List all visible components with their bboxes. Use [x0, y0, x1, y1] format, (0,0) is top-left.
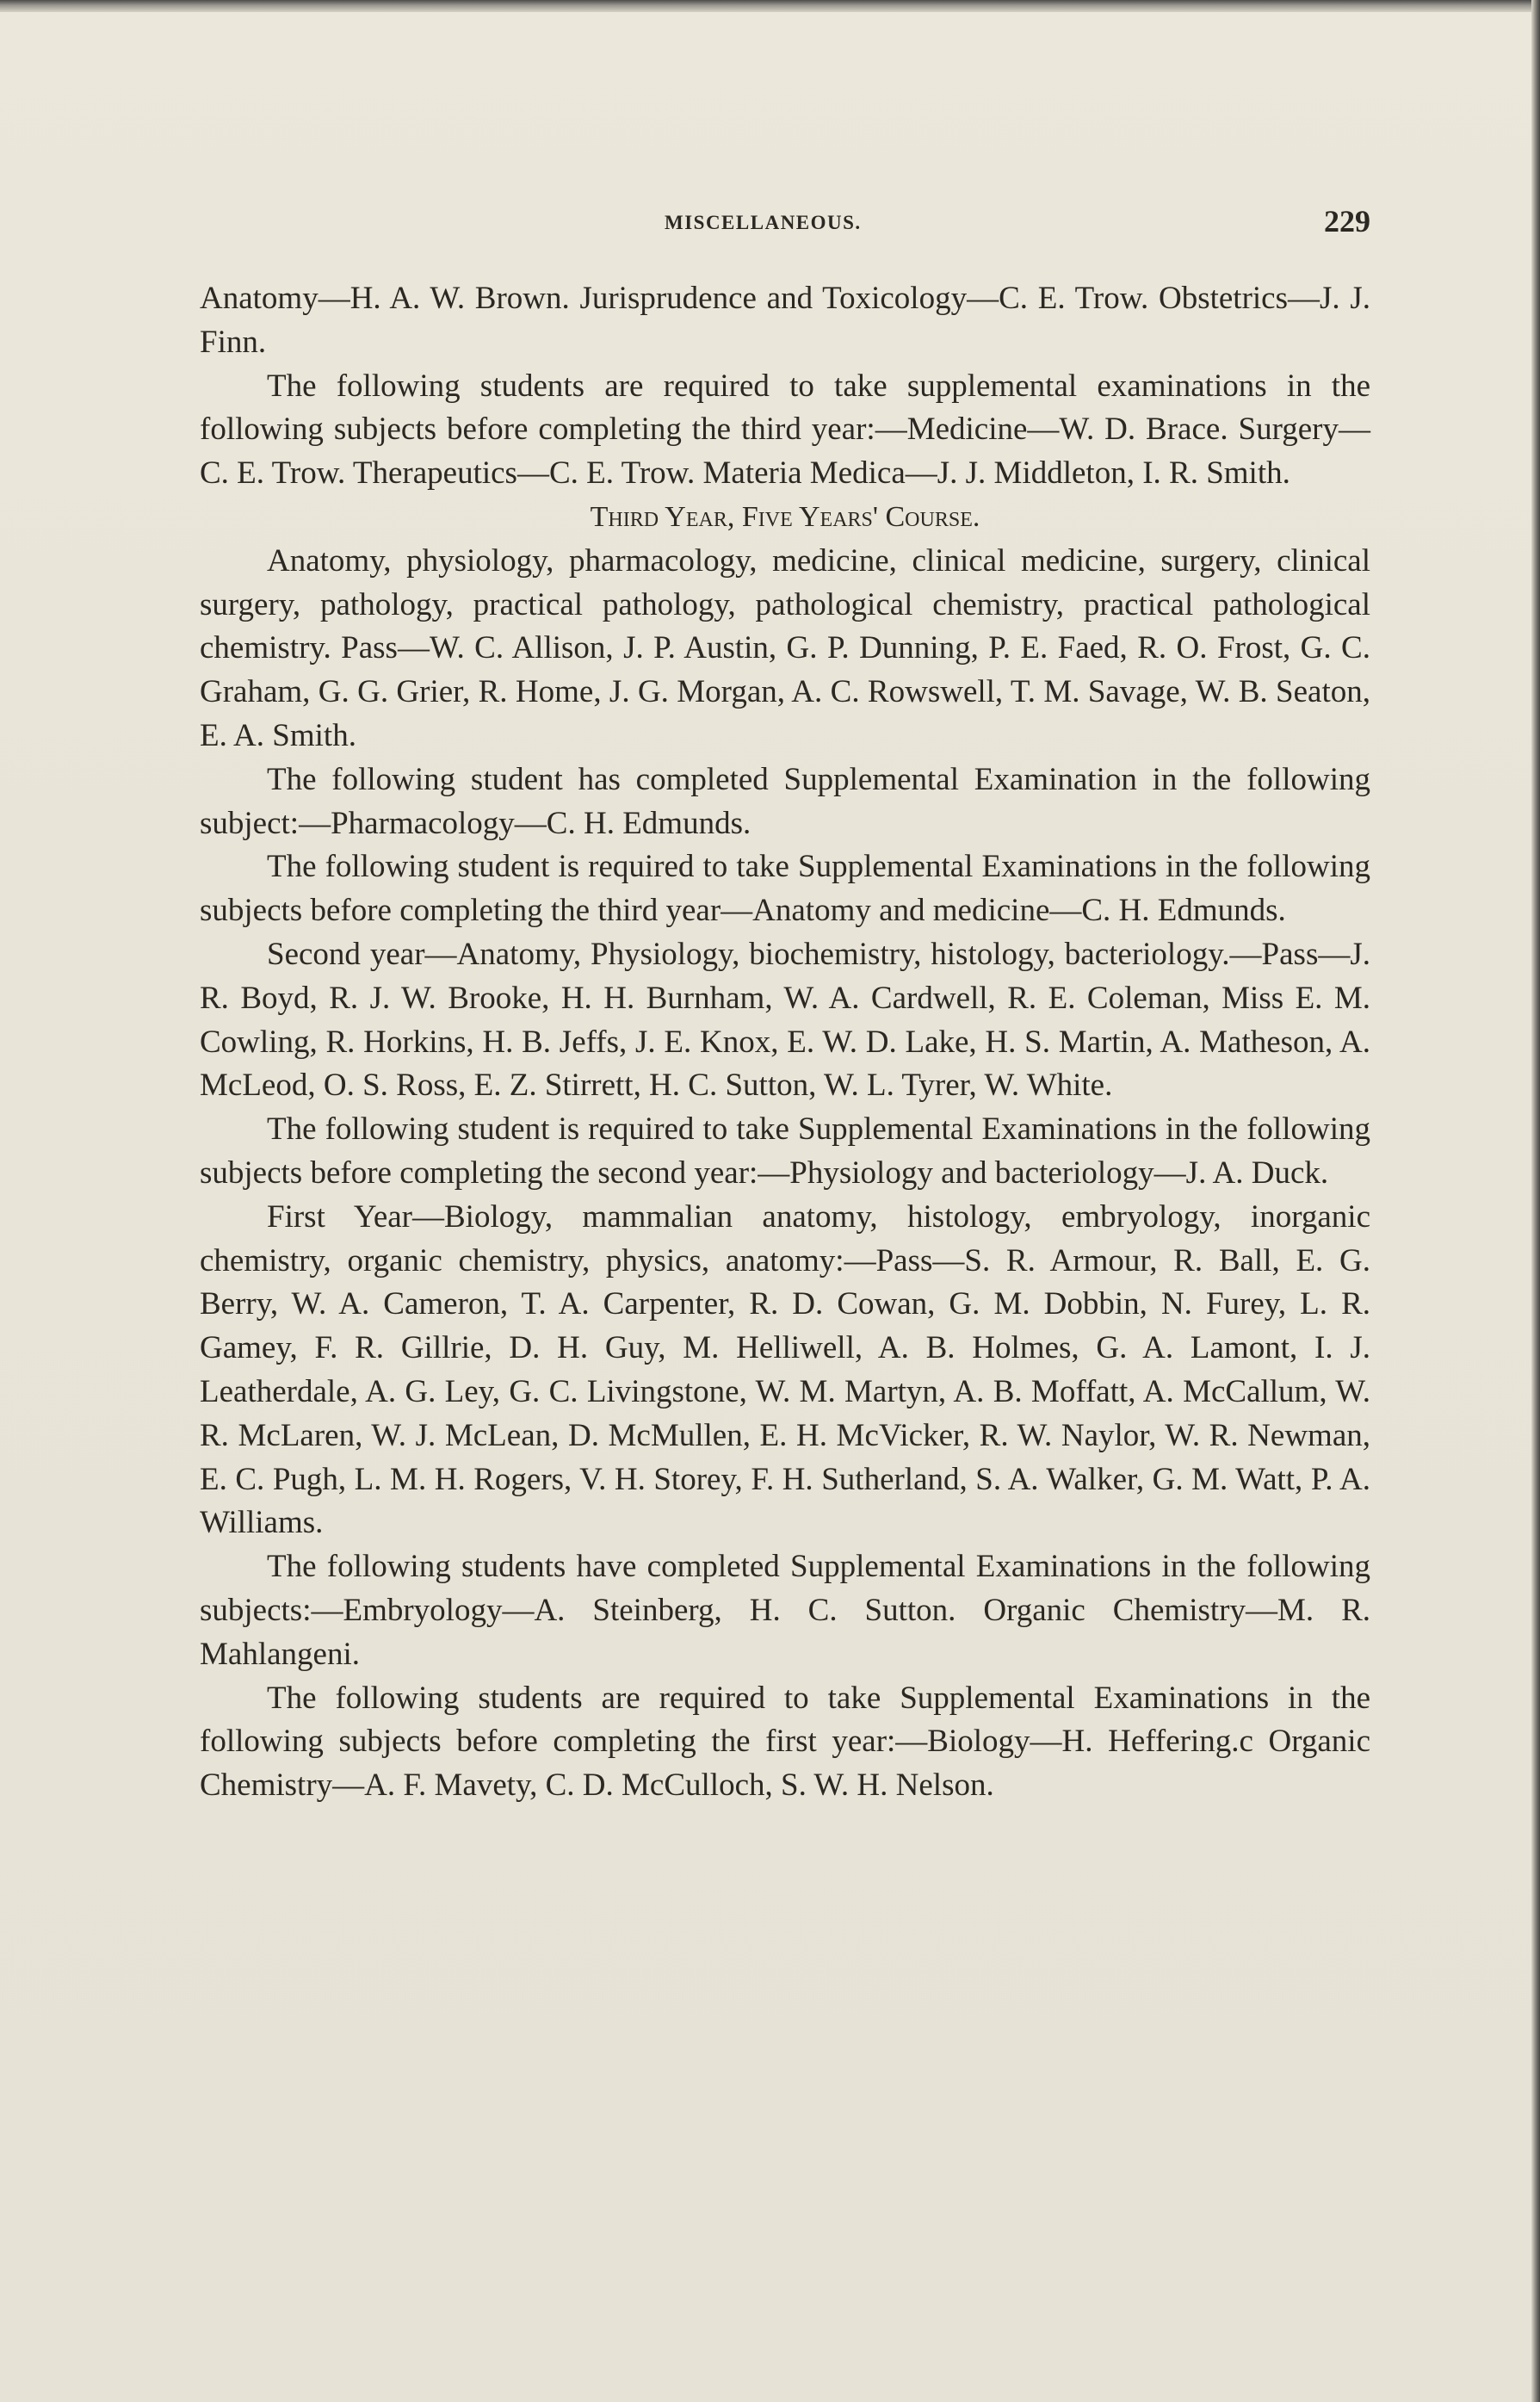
- paragraph-supplemental-third-year: The following students are required to take supplemental examinations in the following subjects before completing the third year:—Medicine—W. D. Brace. Surgery—C. E. Trow. Therapeutics—C. E. Trow. Materia Medica—J. J. Middleton, I. R. Smith.: [200, 368, 1370, 492]
- page-content: [200, 203, 1370, 1808]
- paragraph-second-year-pass-list: Second year—Anatomy, Physiology, biochemistry, histology, bacteriology.—Pass—J. R. Boyd, R. J. W. Brooke, H. H. Burnham, W. A. Cardwell, R. E. Coleman, Miss E. M. Cowling, R. Horkins, H. B. Jeffs, J. E. Knox, E. W. D. Lake, H. S. Martin, A. Matheson, A. McLeod, O. S. Ross, E. Z. Stirrett, H. C. Sutton, W. L. Tyrer, W. White.: [200, 936, 1370, 1104]
- page-number: 229: [1324, 204, 1370, 238]
- paragraph-required-supplemental-third: The following student is required to take Supplemental Examinations in the following subjects before completing the third year—Anatomy and medicine—C. H. Edmunds.: [200, 849, 1370, 929]
- running-head: [200, 203, 1370, 255]
- paragraph-required-supplemental-second: The following student is required to take Supplemental Examinations in the following subjects before completing the second year:—Physiology and bacteriology—J. A. Duck.: [200, 1111, 1370, 1191]
- paragraph-continued: Anatomy—H. A. W. Brown. Jurisprudence and Toxicology—C. E. Trow. Obstetrics—J. J. Finn.: [200, 281, 1370, 360]
- paragraph-completed-supplemental-first: The following students have completed Supplemental Examinations in the following subjects:—Embryology—A. Steinberg, H. C. Sutton. Organic Chemistry—M. R. Mahlangeni.: [200, 1549, 1370, 1672]
- paragraph-required-supplemental-first: The following students are required to take Supplemental Examinations in the following subjects before completing the first year:—Biology—H. Heffering.c Organic Chemistry—A. F. Mavety, C. D. McCulloch, S. W. H. Nelson.: [200, 1680, 1370, 1804]
- section-title: MISCELLANEOUS.: [665, 212, 862, 233]
- page-right-edge: [1531, 0, 1540, 2402]
- body-text: [200, 277, 1370, 1808]
- page-top-edge: [0, 0, 1540, 12]
- subheading-third-year-five-years-course: Third Year, Five Years' Course.: [590, 500, 980, 533]
- paragraph-third-year-pass-list: Anatomy, physiology, pharmacology, medicine, clinical medicine, surgery, clinical surgery, pathology, practical pathology, pathological chemistry, practical pathological chemistry. Pass—W. C. Allison, J. P. Austin, G. P. Dunning, P. E. Faed, R. O. Frost, G. C. Graham, G. G. Grier, R. Home, J. G. Morgan, A. C. Rowswell, T. M. Savage, W. B. Seaton, E. A. Smith.: [200, 542, 1370, 753]
- paragraph-first-year-pass-list: First Year—Biology, mammalian anatomy, histology, embryology, inorganic chemistry, organic chemistry, physics, anatomy:—Pass—S. R. Armour, R. Ball, E. G. Berry, W. A. Cameron, T. A. Carpenter, R. D. Cowan, G. M. Dobbin, N. Furey, L. R. Gamey, F. R. Gillrie, D. H. Guy, M. Helliwell, A. B. Holmes, G. A. Lamont, I. J. Leatherdale, A. G. Ley, G. C. Livingstone, W. M. Martyn, A. B. Moffatt, A. McCallum, W. R. McLaren, W. J. McLean, D. McMullen, E. H. McVicker, R. W. Naylor, W. R. Newman, E. C. Pugh, L. M. H. Rogers, V. H. Storey, F. H. Sutherland, S. A. Walker, G. M. Watt, P. A. Williams.: [200, 1198, 1370, 1541]
- paragraph-completed-supplemental: The following student has completed Supplemental Examination in the following subject:—Pharmacology—C. H. Edmunds.: [200, 761, 1370, 841]
